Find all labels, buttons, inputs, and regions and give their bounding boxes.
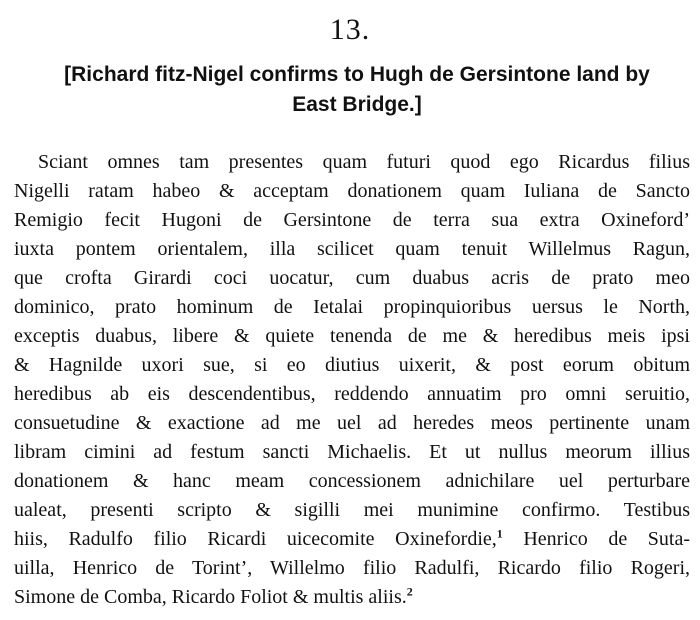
text-line: uilla, Henrico de Torint’, Willelmo filio Radulfi, Ricardo filio Rogeri,	[14, 557, 690, 579]
text-line: que crofta Girardi coci uocatur, cum duabus acris de prato meo	[14, 267, 690, 289]
text-line-with-footnote	[14, 525, 690, 554]
text-line: Remigio fecit Hugoni de Gersintone de terra sua extra Oxineford’	[14, 209, 690, 231]
text-segment: Henrico de Suta-	[502, 528, 690, 550]
text-line: & Hagnilde uxori sue, si eo diutius uixerit, & post eorum obitum	[14, 354, 690, 376]
text-line: exceptis duabus, libere & quiete tenenda de me & heredibus meis ipsi	[14, 325, 690, 347]
document-number: 13.	[329, 13, 371, 46]
text-line: dominico, prato hominum de Ietalai propinquioribus uersus le North,	[14, 296, 690, 318]
text-line: consuetudine & exactione ad me uel ad heredes meos pertinente unam	[14, 412, 690, 434]
text-line: donationem & hanc meam concessionem adnichilare uel perturbare	[14, 470, 690, 492]
heading-line: East Bridge.]	[292, 93, 422, 116]
text-line: libram cimini ad festum sancti Michaelis. Et ut nullus meorum illius	[14, 441, 690, 463]
text-line: heredibus ab eis descendentibus, reddendo annuatim pro omni seruitio,	[14, 383, 690, 405]
text-line: Nigelli ratam habeo & acceptam donationem quam Iuliana de Sancto	[14, 180, 690, 202]
text-line: Sciant omnes tam presentes quam futuri quod ego Ricardus filius	[38, 151, 690, 173]
text-line-with-footnote	[14, 583, 690, 612]
text-segment: Simone de Comba, Ricardo Foliot & multis aliis.	[14, 586, 407, 608]
text-line: ualeat, presenti scripto & sigilli mei munimine confirmo. Testibus	[14, 499, 690, 521]
footnote-mark: 2	[406, 584, 413, 599]
text-segment: hiis, Radulfo filio Ricardi uicecomite Oxinefordie,	[14, 528, 497, 550]
text-line: iuxta pontem orientalem, illa scilicet quam tenuit Willelmus Ragun,	[14, 238, 690, 260]
heading-line: [Richard fitz-Nigel confirms to Hugh de Gersintone land by	[64, 63, 650, 86]
footnote-mark: 1	[496, 526, 503, 541]
document-heading	[22, 60, 692, 120]
